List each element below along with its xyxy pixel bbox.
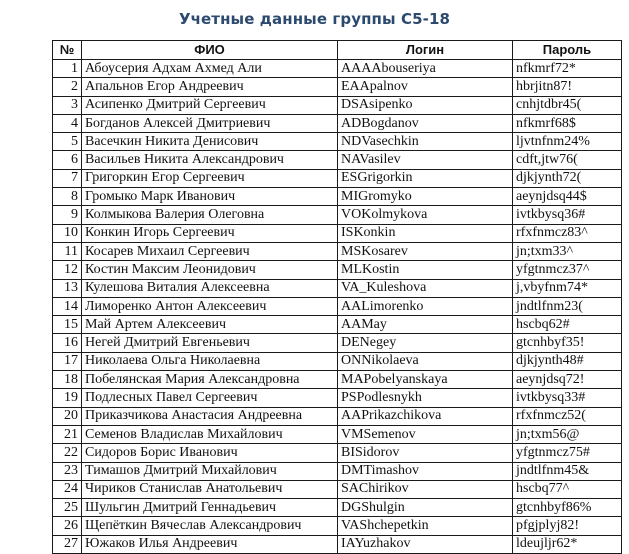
table-row xyxy=(53,499,622,517)
cell-login: IAYuzhakov xyxy=(338,535,513,553)
cell-login: DSAsipenko xyxy=(338,96,513,114)
table-row xyxy=(53,78,622,96)
table-row xyxy=(53,517,622,535)
cell-login: ESGrigorkin xyxy=(338,169,513,187)
cell-num: 3 xyxy=(53,96,82,114)
cell-password: yfgtnmcz37^ xyxy=(513,261,622,279)
cell-fio: Косарев Михаил Сергеевич xyxy=(82,242,338,260)
table-row xyxy=(53,462,622,480)
cell-fio: Побелянская Мария Александровна xyxy=(82,371,338,389)
cell-fio: Приказчикова Анастасия Андреевна xyxy=(82,407,338,425)
table-row xyxy=(53,261,622,279)
cell-num: 13 xyxy=(53,279,82,297)
cell-fio: Щепёткин Вячеслав Александрович xyxy=(82,517,338,535)
cell-fio: Апальнов Егор Андреевич xyxy=(82,78,338,96)
cell-password: gtcnhbyf86% xyxy=(513,499,622,517)
cell-login: DENegey xyxy=(338,334,513,352)
cell-login: DGShulgin xyxy=(338,499,513,517)
cell-login: BISidorov xyxy=(338,444,513,462)
cell-fio: Костин Максим Леонидович xyxy=(82,261,338,279)
cell-fio: Николаева Ольга Николаевна xyxy=(82,352,338,370)
cell-num: 14 xyxy=(53,297,82,315)
cell-fio: Васильев Никита Александрович xyxy=(82,151,338,169)
table-row xyxy=(53,334,622,352)
cell-fio: Абоусерия Адхам Ахмед Али xyxy=(82,60,338,78)
table-row xyxy=(53,96,622,114)
cell-num: 21 xyxy=(53,425,82,443)
credentials-table xyxy=(52,40,622,554)
column-header-num: № xyxy=(53,41,82,60)
table-row xyxy=(53,114,622,132)
cell-fio: Богданов Алексей Дмитриевич xyxy=(82,114,338,132)
cell-login: VA_Kuleshova xyxy=(338,279,513,297)
cell-num: 10 xyxy=(53,224,82,242)
cell-login: AAPrikazchikova xyxy=(338,407,513,425)
cell-num: 7 xyxy=(53,169,82,187)
cell-password: aeynjdsq72! xyxy=(513,371,622,389)
table-row xyxy=(53,169,622,187)
cell-password: jndtlfnm45& xyxy=(513,462,622,480)
table-row xyxy=(53,480,622,498)
column-header-login: Логин xyxy=(338,41,513,60)
cell-num: 1 xyxy=(53,60,82,78)
cell-password: nfkmrf72* xyxy=(513,60,622,78)
cell-login: ISKonkin xyxy=(338,224,513,242)
cell-fio: Южаков Илья Андреевич xyxy=(82,535,338,553)
cell-num: 18 xyxy=(53,371,82,389)
cell-num: 25 xyxy=(53,499,82,517)
cell-password: rfxfnmcz83^ xyxy=(513,224,622,242)
cell-password: ivtkbysq36# xyxy=(513,206,622,224)
cell-login: VOKolmykova xyxy=(338,206,513,224)
cell-password: hscbq77^ xyxy=(513,480,622,498)
cell-fio: Лиморенко Антон Алексеевич xyxy=(82,297,338,315)
cell-login: NAVasilev xyxy=(338,151,513,169)
table-row xyxy=(53,444,622,462)
cell-login: AAAAbouseriya xyxy=(338,60,513,78)
cell-num: 4 xyxy=(53,114,82,132)
cell-num: 8 xyxy=(53,188,82,206)
cell-password: cdft,jtw76( xyxy=(513,151,622,169)
cell-fio: Григоркин Егор Сергеевич xyxy=(82,169,338,187)
cell-login: DMTimashov xyxy=(338,462,513,480)
cell-login: NDVasechkin xyxy=(338,133,513,151)
cell-num: 20 xyxy=(53,407,82,425)
table-row xyxy=(53,224,622,242)
cell-num: 19 xyxy=(53,389,82,407)
cell-password: yfgtnmcz75# xyxy=(513,444,622,462)
table-row xyxy=(53,242,622,260)
cell-fio: Кулешова Виталия Алексеевна xyxy=(82,279,338,297)
table-row xyxy=(53,407,622,425)
cell-password: djkjynth72( xyxy=(513,169,622,187)
cell-login: MSKosarev xyxy=(338,242,513,260)
cell-password: ldeujljr62* xyxy=(513,535,622,553)
cell-num: 23 xyxy=(53,462,82,480)
cell-login: MLKostin xyxy=(338,261,513,279)
cell-num: 26 xyxy=(53,517,82,535)
cell-login: AAMay xyxy=(338,316,513,334)
table-row xyxy=(53,316,622,334)
table-row xyxy=(53,188,622,206)
cell-password: djkjynth48# xyxy=(513,352,622,370)
table-row xyxy=(53,371,622,389)
cell-fio: Асипенко Дмитрий Сергеевич xyxy=(82,96,338,114)
cell-num: 17 xyxy=(53,352,82,370)
cell-num: 27 xyxy=(53,535,82,553)
cell-num: 16 xyxy=(53,334,82,352)
cell-fio: Васечкин Никита Денисович xyxy=(82,133,338,151)
cell-password: pfgjplyj82! xyxy=(513,517,622,535)
cell-num: 2 xyxy=(53,78,82,96)
table-row xyxy=(53,425,622,443)
cell-num: 15 xyxy=(53,316,82,334)
cell-fio: Громыко Марк Иванович xyxy=(82,188,338,206)
cell-num: 9 xyxy=(53,206,82,224)
page-title: Учетные данные группы С5-18 xyxy=(178,10,451,28)
cell-fio: Чириков Станислав Анатольевич xyxy=(82,480,338,498)
cell-password: ljvtnfnm24% xyxy=(513,133,622,151)
cell-password: nfkmrf68$ xyxy=(513,114,622,132)
cell-password: aeynjdsq44$ xyxy=(513,188,622,206)
cell-num: 5 xyxy=(53,133,82,151)
table-header-row xyxy=(53,41,622,60)
cell-password: rfxfnmcz52( xyxy=(513,407,622,425)
table-row xyxy=(53,151,622,169)
cell-login: EAApalnov xyxy=(338,78,513,96)
cell-password: hbrjitn87! xyxy=(513,78,622,96)
cell-num: 24 xyxy=(53,480,82,498)
table-body xyxy=(53,60,622,554)
cell-login: PSPodlesnykh xyxy=(338,389,513,407)
table-row xyxy=(53,133,622,151)
cell-password: cnhjtdbr45( xyxy=(513,96,622,114)
cell-num: 6 xyxy=(53,151,82,169)
cell-password: j,vbyfnm74* xyxy=(513,279,622,297)
table-row xyxy=(53,352,622,370)
cell-login: MAPobelyanskaya xyxy=(338,371,513,389)
cell-fio: Семенов Владислав Михайлович xyxy=(82,425,338,443)
cell-password: jn;txm56@ xyxy=(513,425,622,443)
cell-password: gtcnhbyf35! xyxy=(513,334,622,352)
cell-login: VMSemenov xyxy=(338,425,513,443)
table-row xyxy=(53,389,622,407)
cell-password: jn;txm33^ xyxy=(513,242,622,260)
cell-login: VAShchepetkin xyxy=(338,517,513,535)
column-header-fio: ФИО xyxy=(82,41,338,60)
table-row xyxy=(53,206,622,224)
cell-login: ADBogdanov xyxy=(338,114,513,132)
table-row xyxy=(53,60,622,78)
cell-fio: Подлесных Павел Сергеевич xyxy=(82,389,338,407)
cell-login: ONNikolaeva xyxy=(338,352,513,370)
cell-fio: Сидоров Борис Иванович xyxy=(82,444,338,462)
cell-fio: Май Артем Алексеевич xyxy=(82,316,338,334)
cell-fio: Шульгин Дмитрий Геннадьевич xyxy=(82,499,338,517)
cell-num: 22 xyxy=(53,444,82,462)
cell-fio: Негей Дмитрий Евгеньевич xyxy=(82,334,338,352)
cell-password: jndtlfnm23( xyxy=(513,297,622,315)
table-row xyxy=(53,535,622,553)
table-row xyxy=(53,297,622,315)
table-row xyxy=(53,279,622,297)
column-header-password: Пароль xyxy=(513,41,622,60)
cell-fio: Тимашов Дмитрий Михайлович xyxy=(82,462,338,480)
cell-login: AALimorenko xyxy=(338,297,513,315)
cell-fio: Конкин Игорь Сергеевич xyxy=(82,224,338,242)
cell-login: MIGromyko xyxy=(338,188,513,206)
cell-login: SAChirikov xyxy=(338,480,513,498)
cell-fio: Колмыкова Валерия Олеговна xyxy=(82,206,338,224)
cell-password: ivtkbysq33# xyxy=(513,389,622,407)
cell-num: 12 xyxy=(53,261,82,279)
cell-num: 11 xyxy=(53,242,82,260)
cell-password: hscbq62# xyxy=(513,316,622,334)
